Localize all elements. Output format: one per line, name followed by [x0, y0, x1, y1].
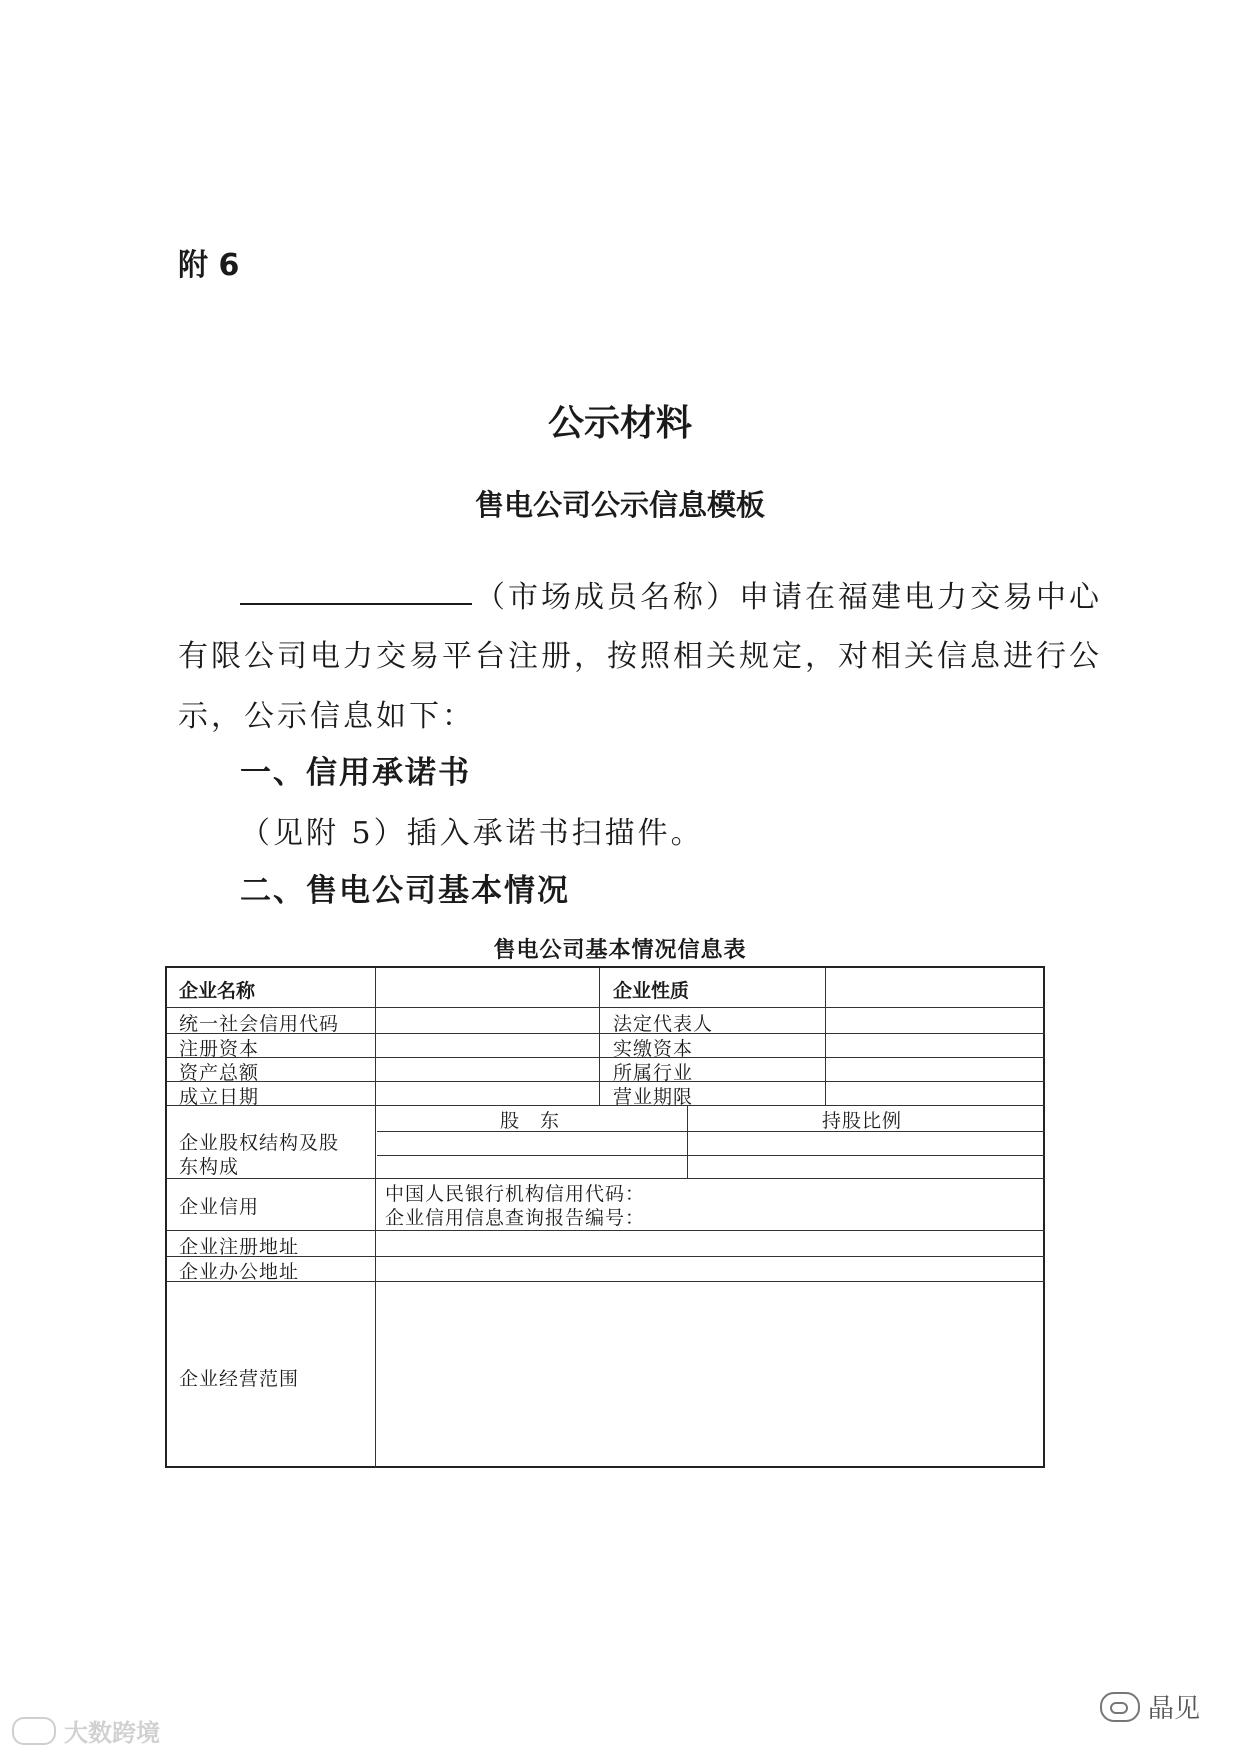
- equity-label-line-1: 企业股权结构及股: [179, 1132, 340, 1154]
- intro-line-3: 示，公示信息如下：: [178, 699, 475, 734]
- legal-rep-label: 法定代表人: [613, 1013, 714, 1035]
- business-term-label: 营业期限: [613, 1086, 694, 1108]
- share-ratio-header: 持股比例: [822, 1110, 903, 1132]
- company-name-label: 企业名称: [179, 980, 256, 1002]
- watermark-left-text: 大数跨境: [64, 1719, 160, 1747]
- office-address-label: 企业办公地址: [179, 1261, 300, 1283]
- credit-label: 企业信用: [179, 1196, 260, 1218]
- page-title: 公示材料: [547, 403, 692, 444]
- total-assets-label: 资产总额: [179, 1062, 260, 1084]
- company-type-label: 企业性质: [613, 980, 690, 1002]
- business-scope-label: 企业经营范围: [179, 1368, 300, 1390]
- credit-report-label: 企业信用信息查询报告编号：: [385, 1207, 646, 1229]
- watermark-right: [1100, 1688, 1200, 1725]
- established-label: 成立日期: [179, 1086, 260, 1108]
- shareholder-header: 股 东: [500, 1110, 561, 1132]
- intro-line-1: （市场成员名称）申请在福建电力交易中心: [475, 580, 1102, 615]
- equity-label-line-2: 东构成: [179, 1156, 240, 1178]
- chat-bubble-icon: [1100, 1692, 1140, 1722]
- industry-label: 所属行业: [613, 1062, 694, 1084]
- paid-capital-label: 实缴资本: [613, 1038, 694, 1060]
- watermark-logo-icon: [12, 1717, 56, 1745]
- watermark-left: [12, 1713, 160, 1748]
- table-title: 售电公司基本情况信息表: [493, 937, 747, 963]
- company-info-table: [165, 966, 1045, 1468]
- reg-address-label: 企业注册地址: [179, 1236, 300, 1258]
- attachment-label: 附 6: [178, 248, 240, 283]
- registered-capital-label: 注册资本: [179, 1038, 260, 1060]
- section-1-body: （见附 5）插入承诺书扫描件。: [240, 816, 704, 851]
- intro-line-2: 有限公司电力交易平台注册，按照相关规定，对相关信息进行公: [178, 639, 1102, 674]
- member-name-blank: [240, 603, 472, 605]
- credit-code-label: 统一社会信用代码: [179, 1013, 340, 1035]
- pboc-code-label: 中国人民银行机构信用代码：: [385, 1183, 646, 1205]
- section-2-heading: 二、售电公司基本情况: [240, 873, 570, 909]
- section-1-heading: 一、信用承诺书: [240, 755, 471, 791]
- page-subtitle: 售电公司公示信息模板: [474, 488, 765, 522]
- watermark-right-text: 晶见: [1148, 1694, 1201, 1724]
